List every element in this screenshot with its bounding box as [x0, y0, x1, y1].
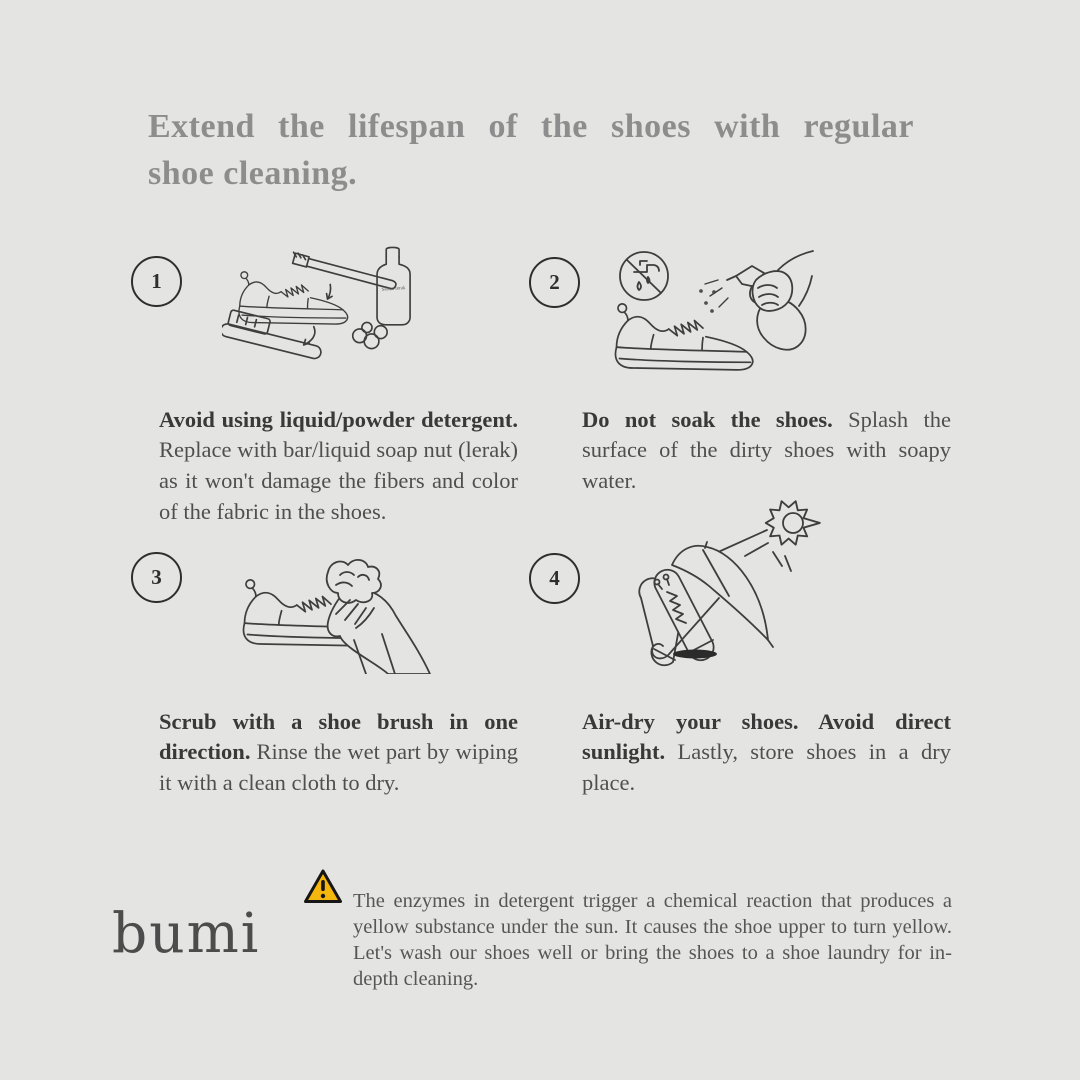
step-3-text-rest: Rinse the wet part by wiping it with a clean cloth to dry. [159, 739, 518, 796]
shoe-brush-icon [222, 308, 326, 360]
cleaning-supplies-icon [222, 236, 422, 364]
spray-bottle-hand-icon [727, 251, 813, 350]
step-3-text-bold: Scrub with a shoe brush in one direction. [159, 708, 518, 765]
spray-mist [700, 280, 728, 312]
page-title [148, 103, 914, 197]
step-1-text-bold: Avoid using liquid/powder detergent. [159, 406, 518, 432]
step-4-number: 4 [549, 566, 560, 590]
step-1-number: 1 [151, 269, 162, 293]
hand-icon [328, 592, 430, 674]
spray-shoe-icon [606, 246, 814, 382]
air-dry-icon [633, 486, 825, 668]
step-2-number: 2 [549, 270, 560, 294]
step-3-number: 3 [151, 565, 162, 589]
step-3-number-badge [131, 552, 182, 603]
step-1-illustration [222, 236, 422, 364]
step-4-text-bold: Air-dry your shoes. Avoid direct sunlight. [582, 708, 951, 765]
pointer-arrow [304, 327, 315, 345]
soap-nuts-icon [353, 322, 387, 348]
page-title-line2: shoe cleaning. [148, 155, 358, 192]
step-2-text [582, 405, 951, 497]
step-1-text-rest: Replace with bar/liquid soap nut (lerak) as it won't damage the fibers and color of the fabric in the shoes. [159, 437, 518, 524]
step-2-illustration [606, 246, 814, 382]
ground-shadow [673, 650, 717, 659]
step-4-number-badge [529, 553, 580, 604]
no-faucet-icon [620, 252, 668, 300]
step-2-text-rest: Splash the surface of the dirty shoes with soapy water. [582, 406, 952, 494]
step-3-text [159, 707, 518, 799]
warning-triangle-icon [303, 868, 343, 905]
bottle-label: Sabun lerak [381, 286, 406, 293]
footer-note-text: The enzymes in detergent trigger a chemical reaction that produces a yellow substance under the sun. It causes the shoe upper to turn yellow. Let's wash our shoes well or bring the shoes to a shoe laundry for in-depth cleaning. [353, 889, 952, 991]
step-3-illustration [232, 556, 437, 674]
step-2-number-badge [529, 257, 580, 308]
brand-logo: bumi [112, 901, 261, 965]
toothbrush-icon [293, 252, 396, 288]
step-4-illustration [633, 486, 825, 668]
step-1-text [159, 405, 518, 528]
step-1-number-badge [131, 256, 182, 307]
step-2-text-bold: Do not soak the shoes. [582, 406, 833, 432]
pointer-arrow [327, 284, 333, 299]
page-title-line1: Extend the lifespan of the shoes with regular [148, 108, 914, 145]
wipe-shoe-icon [232, 556, 437, 674]
sneaker-icon [615, 304, 752, 370]
step-4-text-rest: Lastly, store shoes in a dry place. [582, 739, 951, 796]
cloth-icon [327, 560, 381, 603]
step-4-text [582, 707, 951, 799]
